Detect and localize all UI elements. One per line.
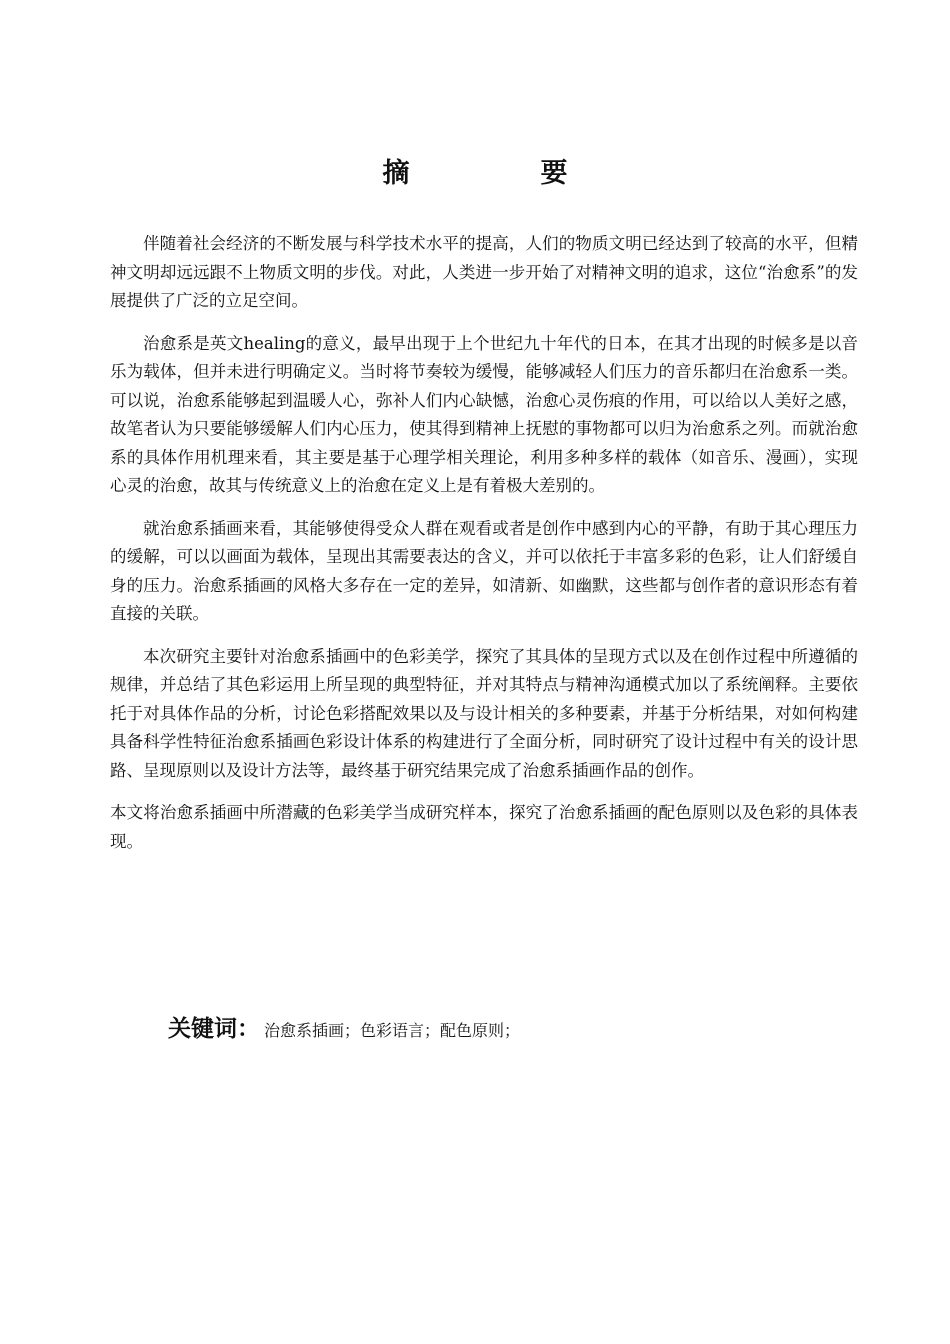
paragraph-2: 治愈系是英文healing的意义，最早出现于上个世纪九十年代的日本，在其才出现的时候多是以音乐为载体，但并未进行明确定义。当时将节奏较为缓慢，能够减轻人们压力的音乐都归在治愈系一类。可以说，治愈系能够起到温暖人心，弥补人们内心缺憾，治愈心灵伤痕的作用，可以给以人美好之感，故笔者认为只要能够缓解人们内心压力，使其得到精神上抚慰的事物都可以归为治愈系之列。而就治愈系的具体作用机理来看，其主要是基于心理学相关理论，利用多种多样的载体（如音乐、漫画），实现心灵的治愈，故其与传统意义上的治愈在定义上是有着极大差别的。 <box>110 333 858 495</box>
abstract-body <box>110 230 858 870</box>
paragraph-3: 就治愈系插画来看，其能够使得受众人群在观看或者是创作中感到内心的平静，有助于其心理压力的缓解，可以以画面为载体，呈现出其需要表达的含义，并可以依托于丰富多彩的色彩，让人们舒缓自身的压力。治愈系插画的风格大多存在一定的差异，如清新、如幽默，这些都与创作者的意识形态有着直接的关联。 <box>110 518 858 623</box>
page-title: 摘 要 <box>382 158 620 189</box>
keywords-label: 关键词： <box>168 1016 260 1042</box>
keywords-values: 治愈系插画；色彩语言；配色原则； <box>264 1021 521 1040</box>
paragraph-5: 本文将治愈系插画中所潜藏的色彩美学当成研究样本，探究了治愈系插画的配色原则以及色彩的具体表现。 <box>110 803 858 851</box>
paragraph-4: 本次研究主要针对治愈系插画中的色彩美学，探究了其具体的呈现方式以及在创作过程中所遵循的规律，并总结了其色彩运用上所呈现的典型特征，并对其特点与精神沟通模式加以了系统阐释。主要依托于对具体作品的分析，讨论色彩搭配效果以及与设计相关的多种要素，并基于分析结果，对如何构建具备科学性特征治愈系插画色彩设计体系的构建进行了全面分析，同时研究了设计过程中有关的设计思路、呈现原则以及设计方法等，最终基于研究结果完成了治愈系插画作品的创作。 <box>110 646 858 780</box>
keywords-line <box>168 1010 868 1043</box>
paragraph-1: 伴随着社会经济的不断发展与科学技术水平的提高，人们的物质文明已经达到了较高的水平，但精神文明却远远跟不上物质文明的步伐。对此，人类进一步开始了对精神文明的追求，这位“治愈系”的发展提供了广泛的立足空间。 <box>110 234 858 310</box>
